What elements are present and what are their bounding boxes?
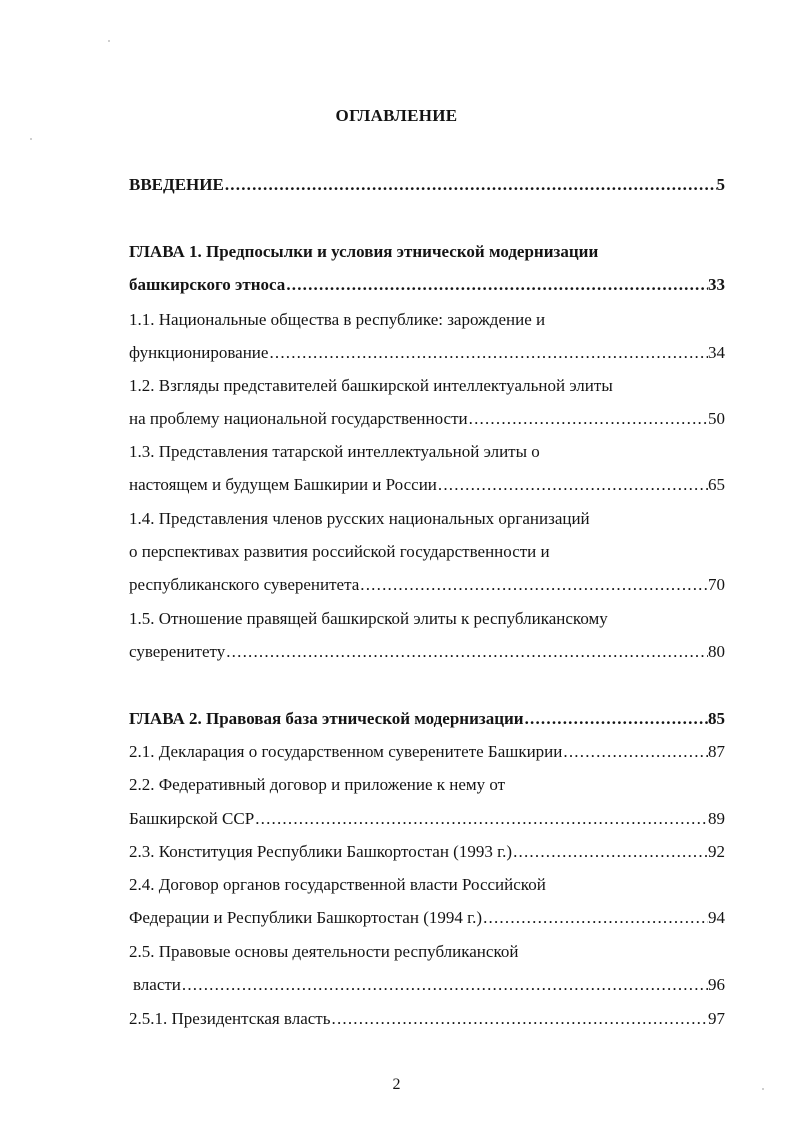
leader-dots xyxy=(224,173,717,197)
entry-page: 65 xyxy=(708,475,725,494)
entry-page: 5 xyxy=(716,175,725,194)
entry-text: ВВЕДЕНИЕ xyxy=(129,175,224,194)
toc-heading: ОГЛАВЛЕНИЕ xyxy=(335,106,458,125)
toc-section-2-1 xyxy=(129,740,725,764)
entry-text: суверенитету xyxy=(129,642,226,661)
toc-section-1-3-line1: 1.3. Представления татарской интеллектуальной элиты о xyxy=(129,442,540,461)
entry-page: 85 xyxy=(708,709,725,728)
toc-section-1-5 xyxy=(129,640,725,664)
toc-section-2-4-line1: 2.4. Договор органов государственной власти Российской xyxy=(129,875,546,894)
entry-page: 80 xyxy=(708,642,725,661)
entry-page: 97 xyxy=(708,1009,725,1028)
leader-dots xyxy=(359,573,708,597)
leader-dots xyxy=(512,840,708,864)
entry-page: 94 xyxy=(708,908,725,927)
entry-text: Федерации и Республики Башкортостан (1994 г.) xyxy=(129,908,483,927)
entry-page: 87 xyxy=(708,742,725,761)
entry-text: 2.3. Конституция Республики Башкортостан (1993 г.) xyxy=(129,842,513,861)
entry-page: 50 xyxy=(708,409,725,428)
toc-entry-intro xyxy=(129,173,725,197)
leader-dots xyxy=(562,740,708,764)
scan-speck xyxy=(108,40,110,42)
entry-text: на проблему национальной государственности xyxy=(129,409,468,428)
toc-section-1-1 xyxy=(129,341,725,365)
toc-section-1-4-line2: о перспективах развития российской государственности и xyxy=(129,542,550,561)
entry-text: власти xyxy=(133,975,181,994)
leader-dots xyxy=(225,640,708,664)
scan-speck xyxy=(30,138,32,140)
toc-section-2-2 xyxy=(129,807,725,831)
toc-section-2-5-1 xyxy=(129,1007,725,1031)
toc-section-1-3 xyxy=(129,473,725,497)
page-number: 2 xyxy=(392,1076,401,1093)
entry-page: 34 xyxy=(708,343,725,362)
entry-page: 96 xyxy=(708,975,725,994)
toc-section-2-5-line1: 2.5. Правовые основы деятельности республиканской xyxy=(129,942,519,961)
leader-dots xyxy=(181,973,708,997)
toc-section-1-1-line1: 1.1. Национальные общества в республике: зарождение и xyxy=(129,310,546,329)
toc-chapter-2 xyxy=(129,707,725,731)
toc-section-2-4 xyxy=(129,906,725,930)
leader-dots xyxy=(285,273,708,297)
leader-dots xyxy=(268,341,708,365)
leader-dots xyxy=(482,906,708,930)
toc-chapter-1-line1: ГЛАВА 1. Предпосылки и условия этнической модернизации xyxy=(129,242,599,261)
entry-text: функционирование xyxy=(129,343,269,362)
toc-section-2-5 xyxy=(133,973,725,997)
toc-chapter-1 xyxy=(129,273,725,297)
leader-dots xyxy=(524,707,708,731)
entry-page: 92 xyxy=(708,842,725,861)
entry-text: 2.5.1. Президентская власть xyxy=(129,1009,331,1028)
leader-dots xyxy=(437,473,708,497)
entry-text: республиканского суверенитета xyxy=(129,575,360,594)
leader-dots xyxy=(468,407,708,431)
entry-page: 70 xyxy=(708,575,725,594)
entry-page: 89 xyxy=(708,809,725,828)
leader-dots xyxy=(254,807,708,831)
toc-section-1-5-line1: 1.5. Отношение правящей башкирской элиты к республиканскому xyxy=(129,609,608,628)
toc-section-1-2-line1: 1.2. Взгляды представителей башкирской интеллектуальной элиты xyxy=(129,376,613,395)
toc-section-1-4-line1: 1.4. Представления членов русских национальных организаций xyxy=(129,509,590,528)
entry-text: 2.1. Декларация о государственном суверенитете Башкирии xyxy=(129,742,563,761)
entry-text: Башкирской ССР xyxy=(129,809,255,828)
entry-text: ГЛАВА 2. Правовая база этнической модернизации xyxy=(129,709,524,728)
entry-text: башкирского этноса xyxy=(129,275,286,294)
leader-dots xyxy=(331,1007,709,1031)
toc-section-1-2 xyxy=(129,407,725,431)
entry-text: настоящем и будущем Башкирии и России xyxy=(129,475,437,494)
entry-page: 33 xyxy=(708,275,725,294)
toc-section-2-2-line1: 2.2. Федеративный договор и приложение к нему от xyxy=(129,775,506,794)
toc-section-1-4 xyxy=(129,573,725,597)
toc-section-2-3 xyxy=(129,840,725,864)
